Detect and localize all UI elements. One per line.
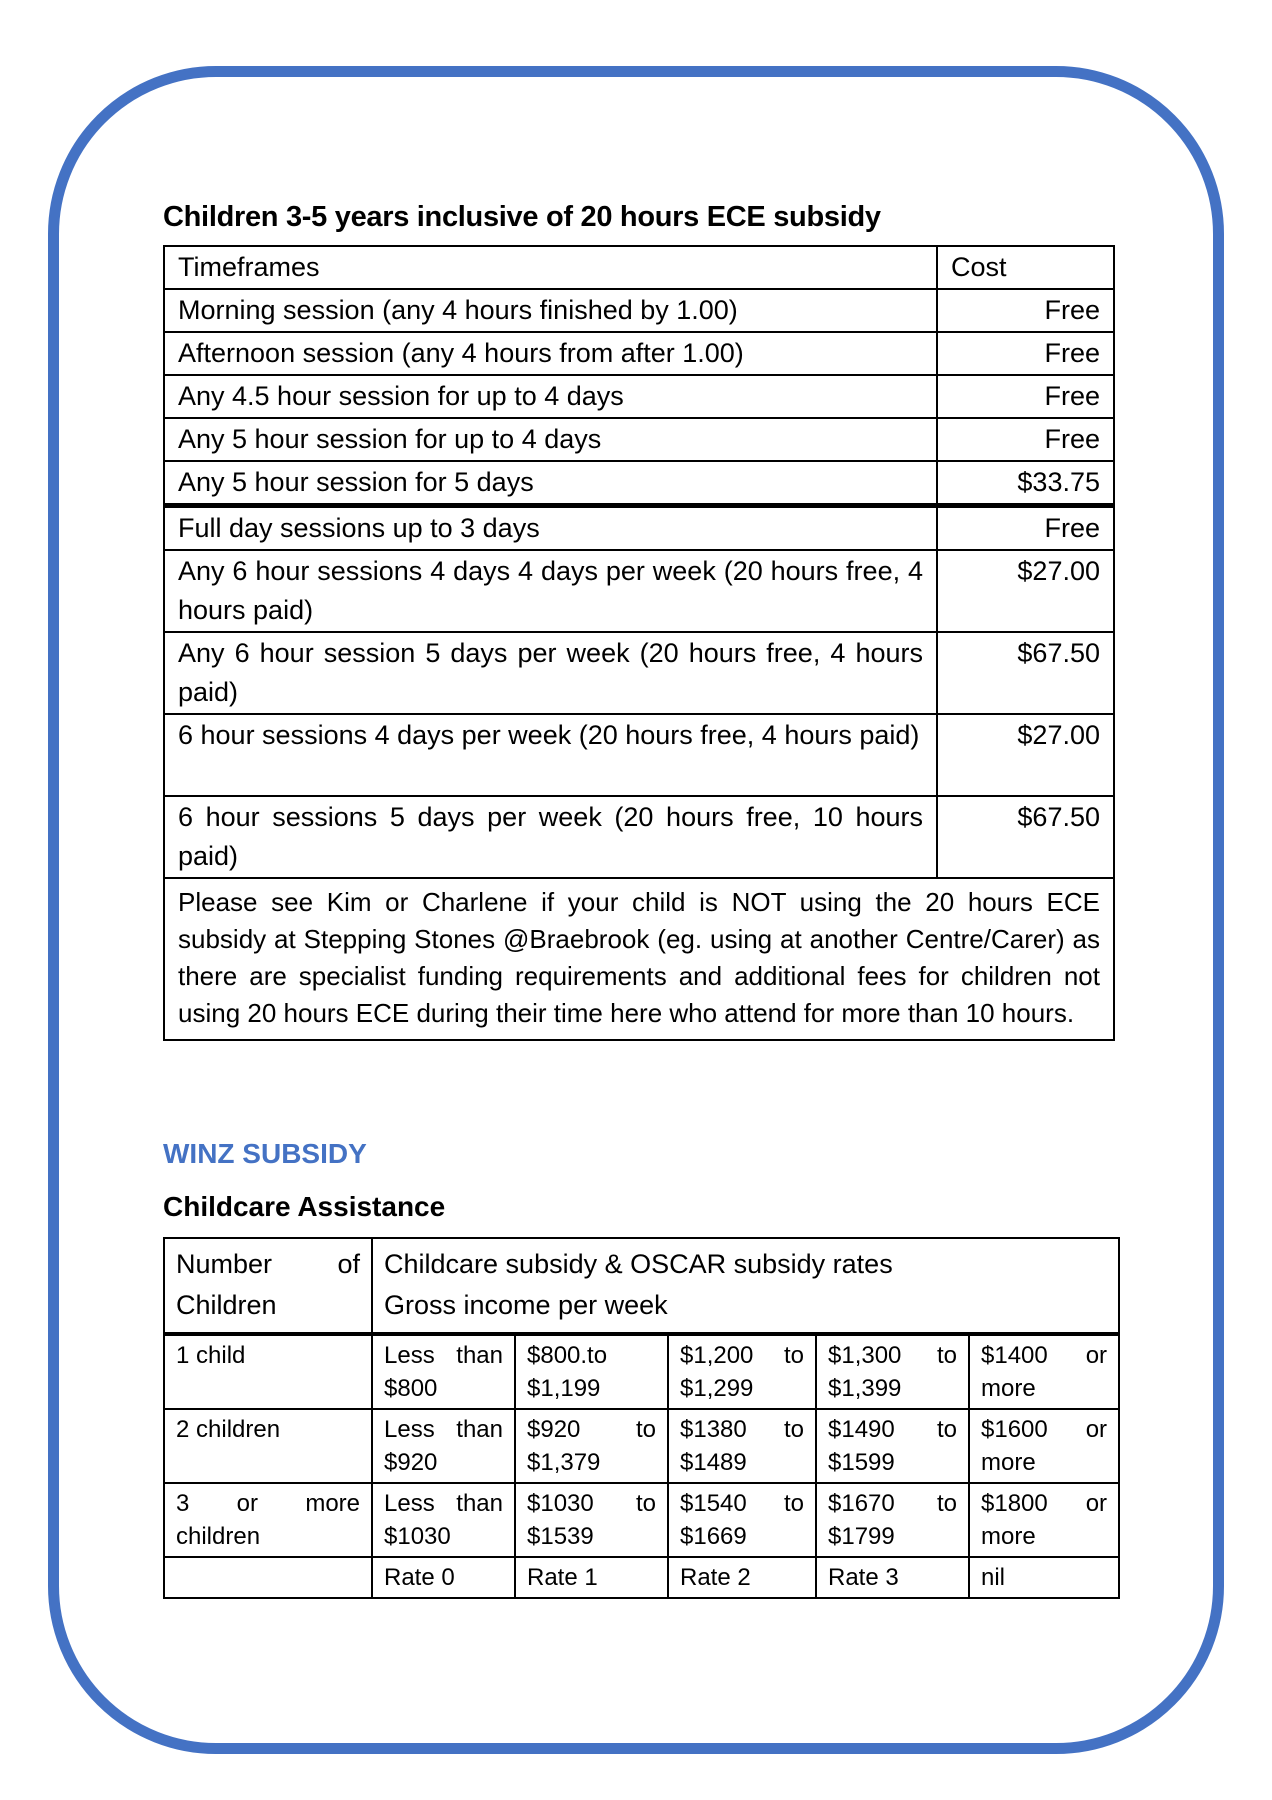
winz-table xyxy=(163,1237,1120,1599)
cost-cell: $33.75 xyxy=(937,461,1114,506)
timeframe-cell: Any 5 hour session for up to 4 days xyxy=(164,418,937,461)
winz-row xyxy=(164,1334,1119,1409)
table-row xyxy=(164,632,1114,714)
winz-cell: $1400 or more xyxy=(969,1334,1119,1409)
subsidy-rates-header xyxy=(372,1238,1119,1334)
fees-table xyxy=(163,245,1115,1041)
winz-cell: Less than $920 xyxy=(372,1409,515,1483)
winz-cell: $1600 or more xyxy=(969,1409,1119,1483)
winz-cell: $1800 or more xyxy=(969,1483,1119,1557)
winz-cell: $800.to $1,199 xyxy=(515,1334,668,1409)
winz-cell: nil xyxy=(969,1557,1119,1598)
winz-cell: Rate 0 xyxy=(372,1557,515,1598)
winz-cell: $1030 to $1539 xyxy=(515,1483,668,1557)
number-of-children-header: Number of Children xyxy=(164,1238,372,1334)
table-row xyxy=(164,375,1114,418)
page-content xyxy=(163,198,1119,1599)
timeframe-cell: 6 hour sessions 4 days per week (20 hours free, 4 hours paid) xyxy=(164,714,937,796)
table-row xyxy=(164,332,1114,375)
fees-header-row xyxy=(164,246,1114,289)
table-row xyxy=(164,550,1114,632)
timeframe-cell: Morning session (any 4 hours finished by 1.00) xyxy=(164,289,937,332)
gross-income-line2: Gross income per week xyxy=(384,1290,668,1320)
table-row xyxy=(164,289,1114,332)
winz-cell: 3 or more children xyxy=(164,1483,372,1557)
winz-row xyxy=(164,1483,1119,1557)
winz-cell: $1,300 to $1,399 xyxy=(816,1334,969,1409)
winz-cell: Less than $1030 xyxy=(372,1483,515,1557)
winz-cell: $1670 to $1799 xyxy=(816,1483,969,1557)
winz-rate-row xyxy=(164,1557,1119,1598)
winz-cell: Less than $800 xyxy=(372,1334,515,1409)
winz-cell: 2 children xyxy=(164,1409,372,1483)
winz-cell-empty xyxy=(164,1557,372,1598)
winz-cell: Rate 3 xyxy=(816,1557,969,1598)
timeframe-cell: Afternoon session (any 4 hours from after 1.00) xyxy=(164,332,937,375)
cost-cell: $27.00 xyxy=(937,714,1114,796)
timeframe-cell: Any 5 hour session for 5 days xyxy=(164,461,937,506)
column-header-cost: Cost xyxy=(937,246,1114,289)
winz-cell: $1490 to $1599 xyxy=(816,1409,969,1483)
cost-cell: Free xyxy=(937,375,1114,418)
winz-cell: $1380 to $1489 xyxy=(668,1409,816,1483)
cost-cell: Free xyxy=(937,332,1114,375)
winz-header-row xyxy=(164,1238,1119,1334)
winz-cell: Rate 2 xyxy=(668,1557,816,1598)
winz-cell: Rate 1 xyxy=(515,1557,668,1598)
table-row xyxy=(164,796,1114,878)
cost-cell: $27.00 xyxy=(937,550,1114,632)
winz-row xyxy=(164,1409,1119,1483)
table-row xyxy=(164,461,1114,506)
timeframe-cell: Any 6 hour sessions 4 days 4 days per week (20 hours free, 4 hours paid) xyxy=(164,550,937,632)
fees-note: Please see Kim or Charlene if your child is NOT using the 20 hours ECE subsidy at Stepping Stones @Braebrook (eg. using at another Centre/Carer) as there are specialist funding requirements and additional fees for children not using 20 hours ECE during their time here who attend for more than 10 hours. xyxy=(164,878,1114,1040)
timeframe-cell: Full day sessions up to 3 days xyxy=(164,506,937,551)
winz-cell: $1,200 to $1,299 xyxy=(668,1334,816,1409)
cost-cell: Free xyxy=(937,506,1114,551)
fees-section-title: Children 3-5 years inclusive of 20 hours ECE subsidy xyxy=(163,201,881,233)
table-row xyxy=(164,714,1114,796)
table-row xyxy=(164,506,1114,551)
winz-cell: $920 to $1,379 xyxy=(515,1409,668,1483)
cost-cell: Free xyxy=(937,418,1114,461)
childcare-assistance-heading: Childcare Assistance xyxy=(163,1191,446,1222)
cost-cell: $67.50 xyxy=(937,632,1114,714)
subsidy-rates-line1: Childcare subsidy & OSCAR subsidy rates xyxy=(384,1249,893,1279)
winz-cell: 1 child xyxy=(164,1334,372,1409)
winz-cell: $1540 to $1669 xyxy=(668,1483,816,1557)
column-header-timeframes: Timeframes xyxy=(164,246,937,289)
timeframe-cell: 6 hour sessions 5 days per week (20 hours free, 10 hours paid) xyxy=(164,796,937,878)
cost-cell: Free xyxy=(937,289,1114,332)
fees-note-row xyxy=(164,878,1114,1040)
table-row xyxy=(164,418,1114,461)
winz-heading: WINZ SUBSIDY xyxy=(163,1138,367,1169)
timeframe-cell: Any 4.5 hour session for up to 4 days xyxy=(164,375,937,418)
timeframe-cell: Any 6 hour session 5 days per week (20 hours free, 4 hours paid) xyxy=(164,632,937,714)
cost-cell: $67.50 xyxy=(937,796,1114,878)
